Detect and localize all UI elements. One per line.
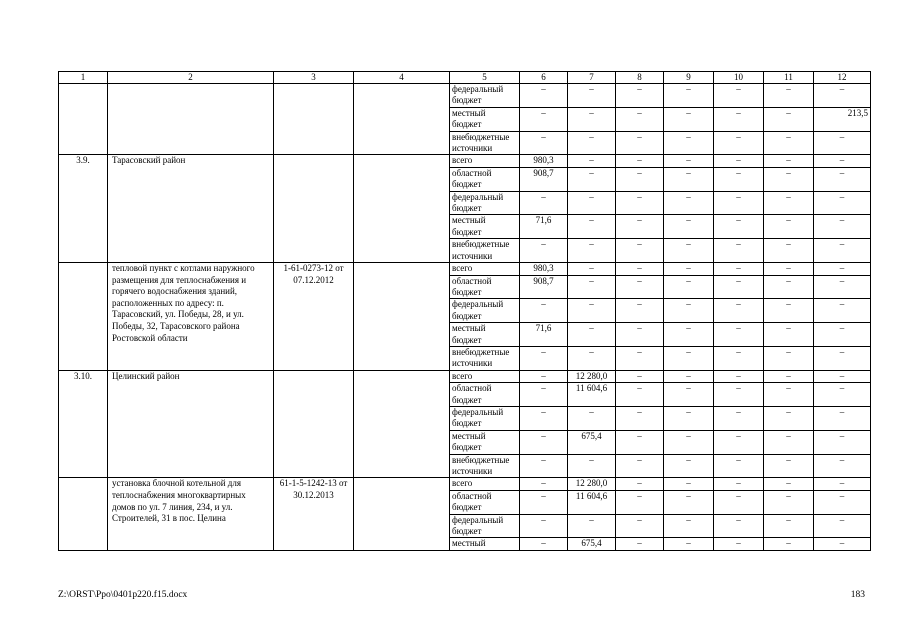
value-cell: – (520, 454, 568, 478)
value-cell: – (714, 263, 764, 275)
table-row (59, 84, 871, 108)
value-cell: – (664, 406, 714, 430)
value-cell: – (520, 406, 568, 430)
value-cell: – (664, 370, 714, 382)
value-cell: – (664, 131, 714, 155)
value-cell: – (764, 215, 814, 239)
value-cell: – (714, 538, 764, 550)
source-label: федеральный бюджет (450, 299, 520, 323)
col-header: 12 (814, 72, 871, 84)
value-cell: – (814, 478, 871, 490)
value-cell: – (764, 323, 814, 347)
value-cell: – (714, 478, 764, 490)
value-cell: – (568, 167, 616, 191)
table-row (59, 155, 871, 167)
section-number: 3.10. (59, 370, 108, 478)
value-cell: – (568, 323, 616, 347)
value-cell: – (520, 239, 568, 263)
value-cell: – (520, 191, 568, 215)
source-label: областной бюджет (450, 275, 520, 299)
value-cell: – (616, 346, 664, 370)
value-cell: – (616, 430, 664, 454)
value-cell: 908,7 (520, 275, 568, 299)
value-cell: 11 604,6 (568, 490, 616, 514)
value-cell: – (616, 167, 664, 191)
doc-cell (274, 370, 354, 478)
value-cell: – (814, 514, 871, 538)
value-cell: – (814, 538, 871, 550)
col-header: 3 (274, 72, 354, 84)
value-cell: – (616, 490, 664, 514)
value-cell: – (520, 383, 568, 407)
value-cell: 980,3 (520, 263, 568, 275)
header-row (59, 72, 871, 84)
value-cell: – (714, 430, 764, 454)
table-row (59, 370, 871, 382)
source-label: внебюджетные источники (450, 454, 520, 478)
col-header: 8 (616, 72, 664, 84)
source-label: федеральный бюджет (450, 406, 520, 430)
value-cell: – (664, 478, 714, 490)
num-cell (59, 263, 108, 371)
source-label: областной бюджет (450, 383, 520, 407)
value-cell: – (664, 107, 714, 131)
value-cell: 980,3 (520, 155, 568, 167)
value-cell: – (764, 490, 814, 514)
empty-cell (354, 155, 450, 263)
value-cell: – (520, 478, 568, 490)
value-cell: – (714, 323, 764, 347)
value-cell: – (520, 299, 568, 323)
value-cell: – (764, 155, 814, 167)
value-cell: – (616, 155, 664, 167)
value-cell: – (616, 478, 664, 490)
value-cell: – (814, 383, 871, 407)
source-label: всего (450, 370, 520, 382)
value-cell: – (568, 131, 616, 155)
col-header: 9 (664, 72, 714, 84)
value-cell: 12 280,0 (568, 370, 616, 382)
value-cell: – (714, 383, 764, 407)
value-cell: – (764, 370, 814, 382)
value-cell: – (764, 299, 814, 323)
value-cell: – (568, 239, 616, 263)
value-cell: – (664, 167, 714, 191)
value-cell: – (714, 275, 764, 299)
col-header: 10 (714, 72, 764, 84)
source-label: всего (450, 263, 520, 275)
value-cell: – (714, 454, 764, 478)
col-header: 11 (764, 72, 814, 84)
value-cell: – (714, 346, 764, 370)
object-description: тепловой пункт с котлами наружного размещения для теплоснабжения и горячего водоснабжения зданий, расположенных по адресу: п. Тарасовский, ул. Победы, 28, и ул. Победы, 32, Тарасовского района Ростовской области (108, 263, 274, 371)
value-cell: – (814, 155, 871, 167)
value-cell: – (616, 263, 664, 275)
value-cell: – (764, 406, 814, 430)
source-label: федеральный бюджет (450, 191, 520, 215)
value-cell: – (568, 215, 616, 239)
value-cell: – (520, 490, 568, 514)
value-cell: – (616, 538, 664, 550)
value-cell: – (616, 383, 664, 407)
source-label: федеральный бюджет (450, 514, 520, 538)
value-cell: – (664, 215, 714, 239)
value-cell: – (814, 275, 871, 299)
value-cell: – (814, 239, 871, 263)
value-cell: – (616, 454, 664, 478)
value-cell: – (568, 454, 616, 478)
doc-number: 1-61-0273-12 от 07.12.2012 (274, 263, 354, 371)
value-cell: – (520, 131, 568, 155)
footer-file-path: Z:\ORST\Ppo\0401p220.f15.docx (58, 590, 188, 600)
page-number: 183 (850, 590, 865, 600)
value-cell: – (764, 263, 814, 275)
value-cell: – (568, 107, 616, 131)
value-cell: – (814, 167, 871, 191)
value-cell: – (814, 430, 871, 454)
value-cell: – (568, 406, 616, 430)
value-cell: – (814, 131, 871, 155)
value-cell: 675,4 (568, 538, 616, 550)
empty-cell (354, 478, 450, 550)
value-cell: – (814, 454, 871, 478)
value-cell: – (568, 514, 616, 538)
source-label: внебюджетные источники (450, 239, 520, 263)
value-cell: – (764, 239, 814, 263)
value-cell: – (764, 538, 814, 550)
object-description: установка блочной котельной для теплоснабжения многоквартирных домов по ул. 7 линия, 234, и ул. Строителей, 31 в пос. Целина (108, 478, 274, 550)
value-cell: – (616, 131, 664, 155)
empty-cell (354, 84, 450, 155)
value-cell: – (664, 191, 714, 215)
value-cell: – (814, 263, 871, 275)
value-cell: – (568, 346, 616, 370)
empty-cell (354, 263, 450, 371)
value-cell: – (616, 514, 664, 538)
value-cell: – (764, 191, 814, 215)
source-label: внебюджетные источники (450, 131, 520, 155)
value-cell: – (764, 454, 814, 478)
num-cell (59, 478, 108, 550)
value-cell: – (616, 323, 664, 347)
value-cell: – (520, 107, 568, 131)
doc-number: 61-1-5-1242-13 от 30.12.2013 (274, 478, 354, 550)
col-header: 6 (520, 72, 568, 84)
source-label: областной бюджет (450, 490, 520, 514)
value-cell: – (664, 239, 714, 263)
value-cell: – (616, 239, 664, 263)
value-cell: – (568, 275, 616, 299)
value-cell: – (664, 383, 714, 407)
value-cell: 12 280,0 (568, 478, 616, 490)
district-name: Тарасовский район (108, 155, 274, 263)
source-label: всего (450, 478, 520, 490)
value-cell: – (664, 454, 714, 478)
col-header: 5 (450, 72, 520, 84)
value-cell: – (814, 323, 871, 347)
name-cell (108, 84, 274, 155)
source-label: местный бюджет (450, 323, 520, 347)
value-cell: – (764, 514, 814, 538)
value-cell: – (814, 346, 871, 370)
value-cell: – (714, 155, 764, 167)
value-cell: – (814, 299, 871, 323)
value-cell: – (764, 275, 814, 299)
value-cell: 71,6 (520, 323, 568, 347)
value-cell: – (764, 167, 814, 191)
value-cell: 675,4 (568, 430, 616, 454)
col-header: 1 (59, 72, 108, 84)
source-label: областной бюджет (450, 167, 520, 191)
empty-cell (354, 370, 450, 478)
value-cell: – (764, 107, 814, 131)
col-header: 2 (108, 72, 274, 84)
source-label: местный (450, 538, 520, 550)
value-cell: – (714, 215, 764, 239)
section-number: 3.9. (59, 155, 108, 263)
value-cell: – (664, 299, 714, 323)
value-cell: – (714, 490, 764, 514)
value-cell: – (664, 84, 714, 108)
value-cell: – (520, 84, 568, 108)
source-label: всего (450, 155, 520, 167)
value-cell: – (714, 406, 764, 430)
value-cell: – (714, 131, 764, 155)
value-cell: – (664, 514, 714, 538)
value-cell: – (520, 538, 568, 550)
value-cell: – (664, 538, 714, 550)
value-cell: – (664, 263, 714, 275)
value-cell: – (714, 191, 764, 215)
value-cell: – (616, 299, 664, 323)
value-cell: – (664, 155, 714, 167)
col-header: 7 (568, 72, 616, 84)
table-row (59, 478, 871, 490)
value-cell: – (616, 191, 664, 215)
num-cell (59, 84, 108, 155)
value-cell: – (714, 514, 764, 538)
value-cell: – (568, 263, 616, 275)
value-cell: – (520, 430, 568, 454)
value-cell: – (616, 275, 664, 299)
value-cell: 908,7 (520, 167, 568, 191)
value-cell: – (520, 514, 568, 538)
value-cell: – (664, 275, 714, 299)
value-cell: – (814, 406, 871, 430)
value-cell: 11 604,6 (568, 383, 616, 407)
value-cell: – (764, 430, 814, 454)
table-row (59, 263, 871, 275)
value-cell: – (714, 84, 764, 108)
source-label: местный бюджет (450, 107, 520, 131)
value-cell: – (714, 299, 764, 323)
value-cell: – (568, 84, 616, 108)
value-cell: 213,5 (814, 107, 871, 131)
value-cell: – (714, 107, 764, 131)
value-cell: – (664, 430, 714, 454)
value-cell: – (764, 84, 814, 108)
value-cell: – (714, 370, 764, 382)
col-header: 4 (354, 72, 450, 84)
value-cell: 71,6 (520, 215, 568, 239)
value-cell: – (664, 323, 714, 347)
value-cell: – (520, 370, 568, 382)
value-cell: – (814, 370, 871, 382)
source-label: местный бюджет (450, 215, 520, 239)
district-name: Целинский район (108, 370, 274, 478)
source-label: федеральный бюджет (450, 84, 520, 108)
value-cell: – (764, 346, 814, 370)
value-cell: – (714, 167, 764, 191)
value-cell: – (814, 215, 871, 239)
doc-cell (274, 155, 354, 263)
value-cell: – (520, 346, 568, 370)
doc-cell (274, 84, 354, 155)
value-cell: – (814, 84, 871, 108)
value-cell: – (714, 239, 764, 263)
value-cell: – (616, 370, 664, 382)
value-cell: – (616, 84, 664, 108)
value-cell: – (616, 406, 664, 430)
value-cell: – (616, 215, 664, 239)
budget-table (58, 71, 871, 551)
value-cell: – (814, 191, 871, 215)
value-cell: – (764, 131, 814, 155)
value-cell: – (764, 383, 814, 407)
value-cell: – (814, 490, 871, 514)
value-cell: – (568, 191, 616, 215)
value-cell: – (616, 107, 664, 131)
value-cell: – (664, 346, 714, 370)
source-label: внебюджетные источники (450, 346, 520, 370)
value-cell: – (764, 478, 814, 490)
value-cell: – (568, 155, 616, 167)
value-cell: – (568, 299, 616, 323)
source-label: местный бюджет (450, 430, 520, 454)
value-cell: – (664, 490, 714, 514)
